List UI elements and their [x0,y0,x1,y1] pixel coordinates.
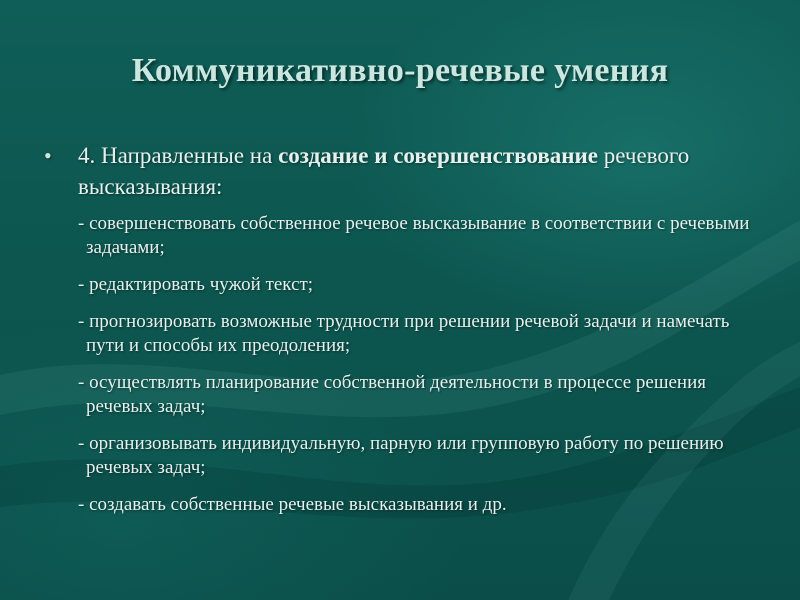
main-point-text-1: 4. Направленные на [78,143,279,168]
slide-title: Коммуникативно-речевые умения [131,52,669,89]
sub-item: - создавать собственные речевые высказывания и др. [78,494,507,515]
main-point-emphasis: создание и совершенствование [278,143,598,168]
main-bullet-item [42,140,762,202]
sub-item: - осуществлять планирование собственной деятельности в процессе решения речевых задач; [78,372,706,417]
slide-content [42,140,762,530]
sub-item: - прогнозировать возможные трудности при решении речевой задачи и намечать пути и способы их преодоления; [78,311,730,356]
sub-item: - организовывать индивидуальную, парную или групповую работу по решению речевых задач; [78,433,724,478]
sub-item-list [42,212,762,517]
sub-item: - совершенствовать собственное речевое высказывание в соответствии с речевыми задачами; [78,213,750,258]
sub-item: - редактировать чужой текст; [78,274,314,295]
main-point-text-3: речевого высказывания: [78,143,690,199]
bullet-dot-icon: • [44,143,52,168]
